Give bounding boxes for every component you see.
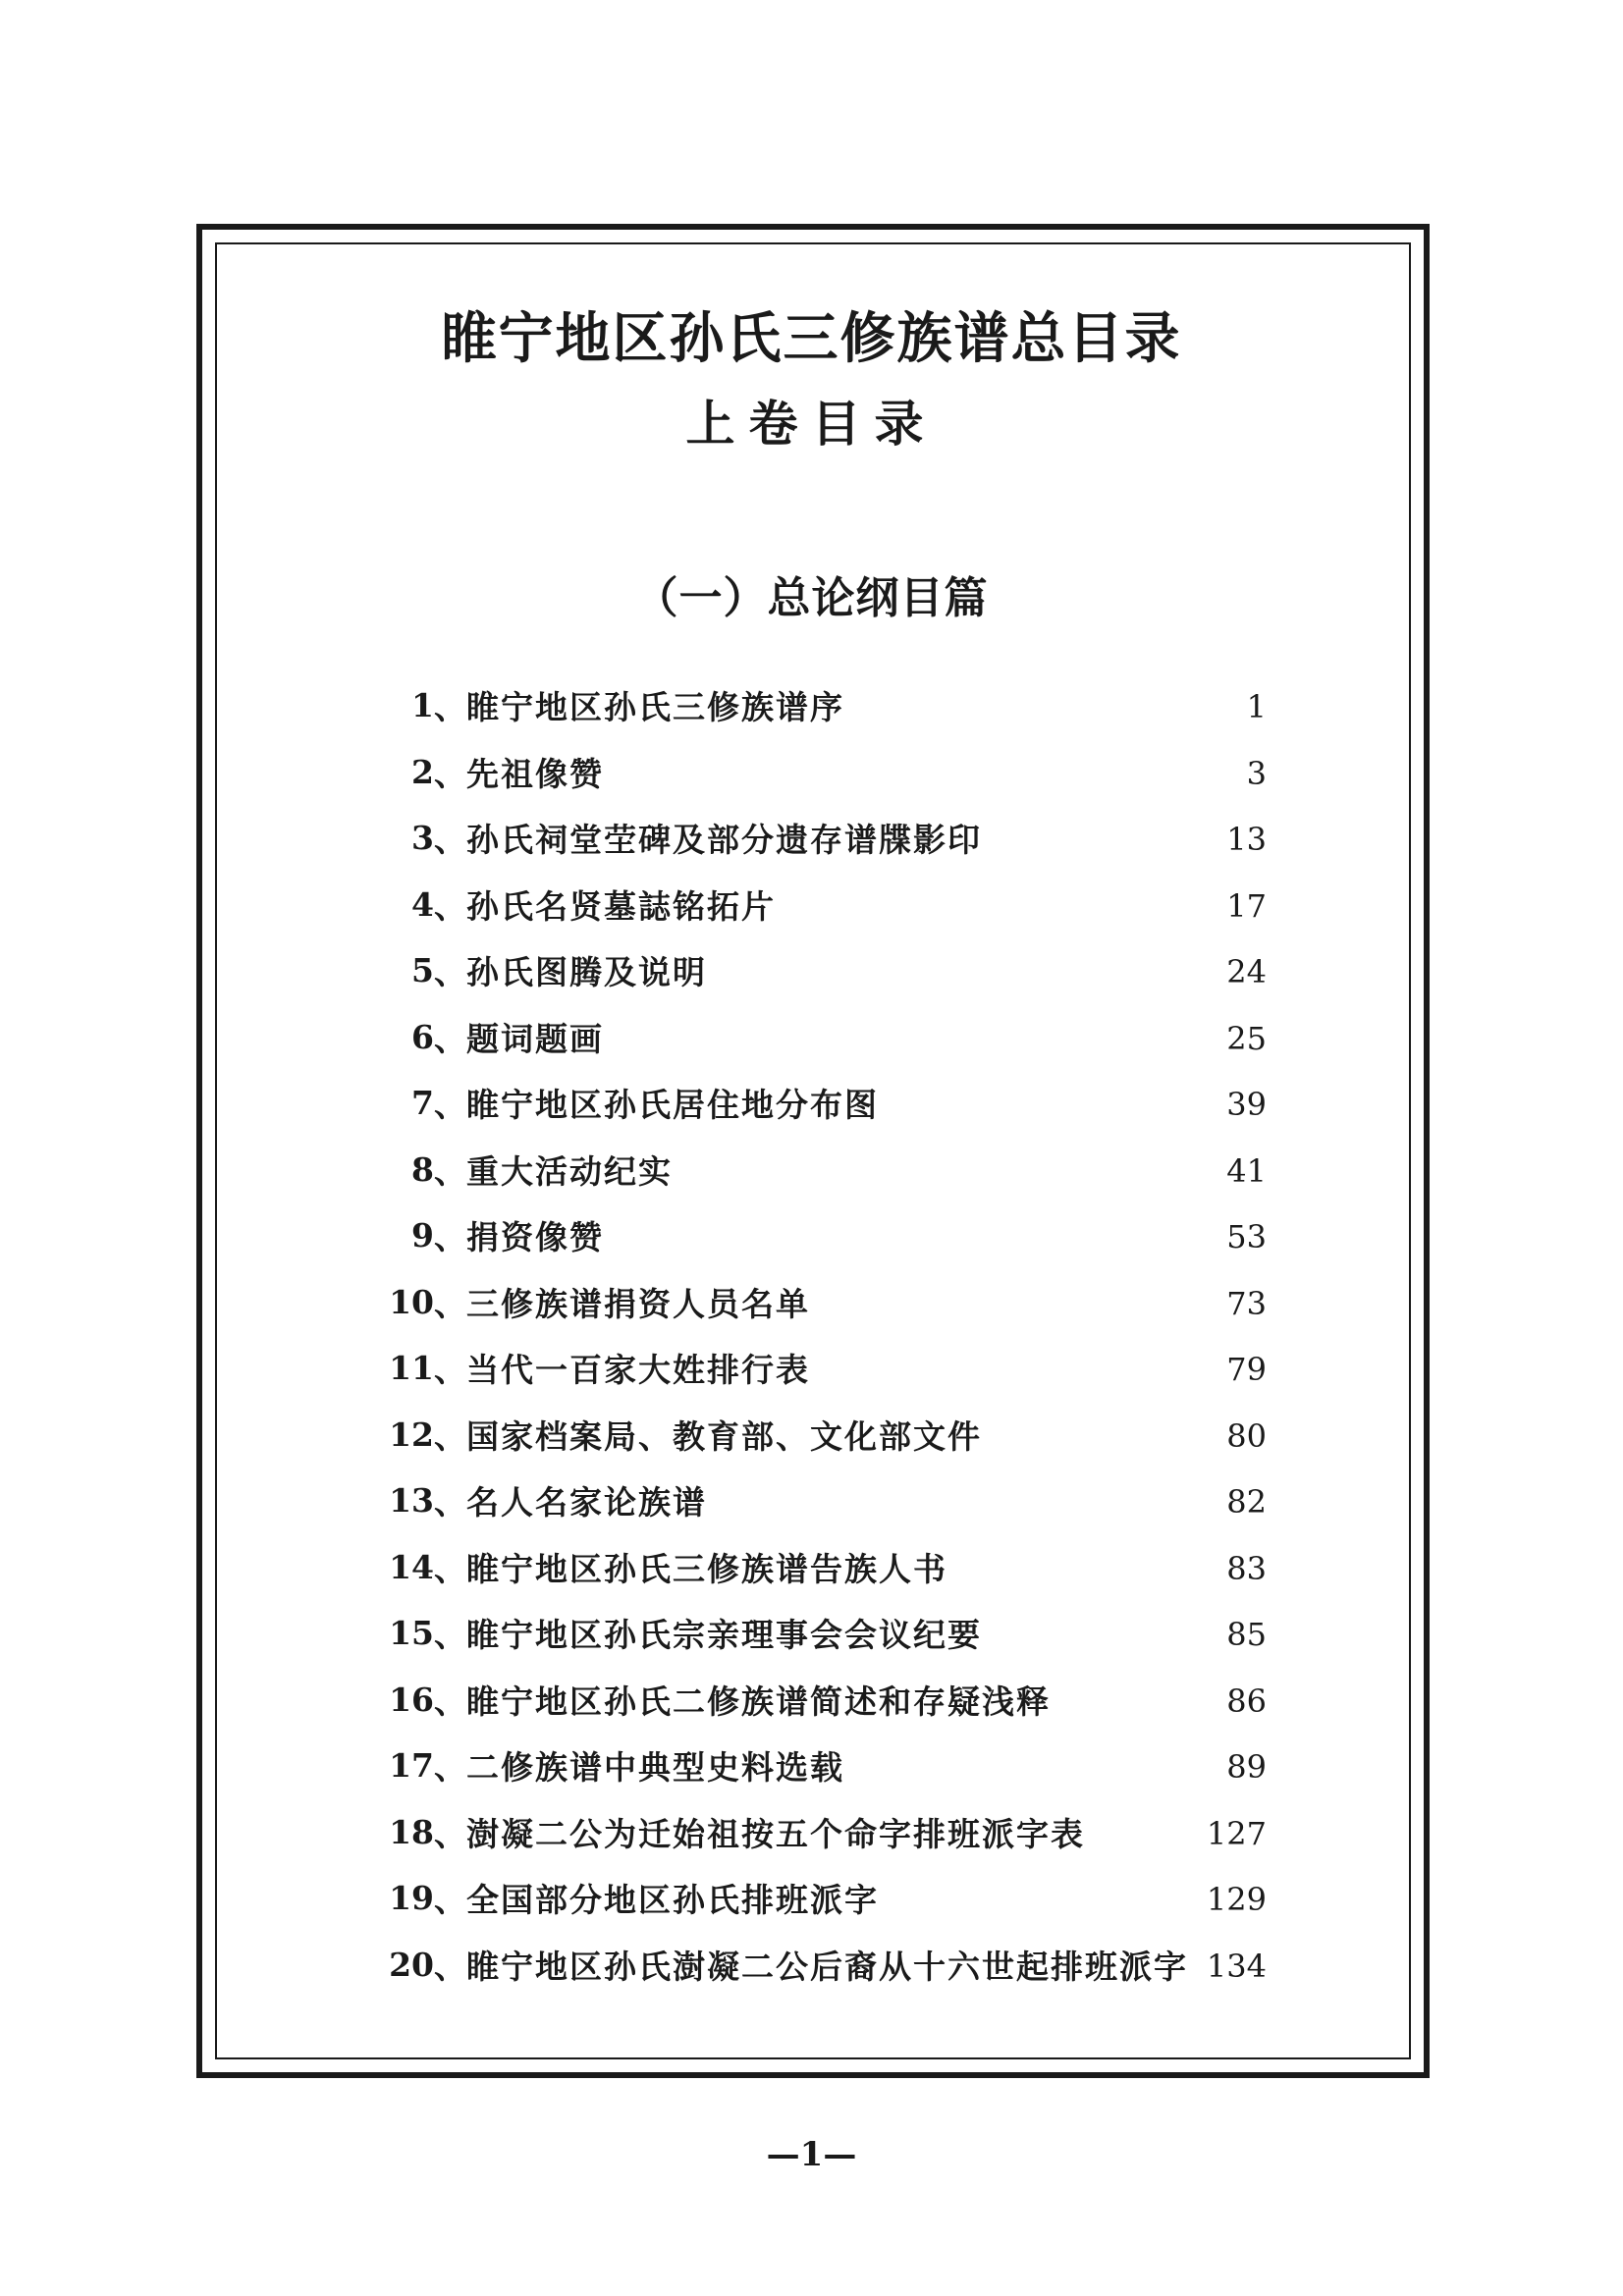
toc-entry-separator: 、 (434, 1351, 466, 1390)
toc-entry-separator: 、 (434, 1218, 466, 1257)
toc-entry-separator: 、 (434, 1881, 466, 1920)
toc-entry-page: 80 (1226, 1416, 1267, 1455)
toc-entry-number: 15 (389, 1614, 434, 1653)
toc-entry-separator: 、 (434, 1748, 466, 1788)
toc-entry (353, 1004, 1267, 1071)
toc-entry-page: 17 (1226, 886, 1267, 925)
toc-entry-title: 二修族谱中典型史料选载 (466, 1748, 844, 1788)
toc-entry-number: 18 (389, 1812, 434, 1851)
toc-entry-number: 3 (411, 819, 434, 858)
toc-entry (353, 1667, 1267, 1734)
table-of-contents (353, 672, 1267, 1998)
toc-entry-separator: 、 (434, 688, 466, 727)
toc-entry-number: 8 (411, 1149, 434, 1189)
toc-entry-title: 国家档案局、教育部、文化部文件 (466, 1416, 982, 1456)
toc-entry-title: 捐资像赞 (466, 1218, 604, 1257)
toc-entry-number: 9 (411, 1216, 434, 1255)
toc-entry-title: 睢宁地区孙氏居住地分布图 (466, 1086, 879, 1125)
toc-entry-page: 127 (1206, 1814, 1267, 1852)
toc-entry-page: 79 (1226, 1351, 1267, 1388)
toc-entry-number: 19 (389, 1879, 434, 1918)
toc-entry-separator: 、 (434, 754, 466, 793)
toc-entry-separator: 、 (434, 886, 466, 926)
volume-subtitle: 上卷目录 (685, 395, 938, 453)
toc-entry-page: 3 (1246, 754, 1267, 792)
toc-entry-number: 6 (411, 1017, 434, 1056)
toc-entry-number: 11 (389, 1349, 434, 1388)
toc-entry-page: 83 (1226, 1549, 1267, 1587)
toc-entry-title: 睢宁地区孙氏宗亲理事会会议纪要 (466, 1616, 982, 1655)
toc-entry (353, 672, 1267, 739)
toc-entry (353, 1600, 1267, 1667)
toc-entry-title: 名人名家论族谱 (466, 1483, 707, 1522)
toc-entry (353, 1137, 1267, 1203)
toc-entry-page: 53 (1226, 1218, 1267, 1255)
toc-entry-number: 1 (411, 686, 434, 725)
toc-entry-page: 73 (1226, 1284, 1267, 1322)
toc-entry-page: 1 (1246, 688, 1267, 725)
toc-entry-page: 134 (1206, 1947, 1267, 1985)
toc-entry-title: 澍凝二公为迁始祖按五个命字排班派字表 (466, 1814, 1085, 1853)
toc-entry (353, 1335, 1267, 1402)
toc-entry-number: 10 (389, 1282, 434, 1321)
toc-entry-separator: 、 (434, 1616, 466, 1655)
toc-entry-number: 12 (389, 1415, 434, 1454)
toc-entry-separator: 、 (434, 1284, 466, 1323)
toc-entry (353, 1932, 1267, 1999)
toc-entry-page: 86 (1226, 1682, 1267, 1720)
toc-entry-title: 睢宁地区孙氏三修族谱序 (466, 688, 844, 727)
toc-entry-separator: 、 (434, 821, 466, 860)
toc-entry-separator: 、 (434, 1019, 466, 1058)
toc-entry (353, 1733, 1267, 1799)
toc-entry-separator: 、 (434, 1947, 466, 1986)
toc-entry-separator: 、 (434, 1151, 466, 1191)
toc-entry (353, 1202, 1267, 1269)
toc-entry-number: 4 (411, 884, 434, 924)
page-number: —1— (766, 2135, 857, 2174)
toc-entry-separator: 、 (434, 1682, 466, 1721)
toc-entry-page: 129 (1206, 1881, 1267, 1918)
toc-entry-number: 13 (389, 1481, 434, 1521)
toc-entry-separator: 、 (434, 953, 466, 992)
toc-entry-title: 睢宁地区孙氏澍凝二公后裔从十六世起排班派字 (466, 1947, 1188, 1986)
toc-entry-title: 先祖像赞 (466, 754, 604, 793)
toc-entry (353, 1269, 1267, 1336)
toc-entry (353, 739, 1267, 806)
toc-entry-title: 全国部分地区孙氏排班派字 (466, 1881, 879, 1920)
toc-entry (353, 805, 1267, 872)
toc-entry-title: 睢宁地区孙氏三修族谱告族人书 (466, 1549, 947, 1588)
toc-entry-number: 14 (389, 1547, 434, 1586)
toc-entry-title: 三修族谱捐资人员名单 (466, 1284, 810, 1323)
toc-entry-title: 孙氏祠堂茔碑及部分遗存谱牒影印 (466, 821, 982, 860)
toc-entry (353, 1070, 1267, 1137)
toc-entry-title: 题词题画 (466, 1019, 604, 1058)
toc-entry-number: 7 (411, 1084, 434, 1123)
toc-entry (353, 1468, 1267, 1534)
toc-entry-separator: 、 (434, 1483, 466, 1522)
toc-entry-page: 85 (1226, 1616, 1267, 1653)
toc-entry-page: 24 (1226, 953, 1267, 990)
toc-entry-title: 孙氏图腾及说明 (466, 953, 707, 992)
toc-entry-separator: 、 (434, 1416, 466, 1456)
toc-entry-number: 5 (411, 951, 434, 990)
toc-entry-page: 41 (1226, 1151, 1267, 1190)
toc-entry (353, 1402, 1267, 1468)
toc-entry (353, 1799, 1267, 1866)
toc-entry (353, 1865, 1267, 1932)
toc-entry-page: 89 (1226, 1748, 1267, 1786)
toc-entry-number: 17 (389, 1746, 434, 1786)
toc-entry-number: 16 (389, 1680, 434, 1719)
toc-entry-title: 当代一百家大姓排行表 (466, 1351, 810, 1390)
toc-entry-page: 13 (1226, 821, 1267, 858)
toc-entry-page: 39 (1226, 1086, 1267, 1123)
toc-entry-title: 睢宁地区孙氏二修族谱简述和存疑浅释 (466, 1682, 1051, 1721)
toc-entry-page: 82 (1226, 1483, 1267, 1521)
page-title: 睢宁地区孙氏三修族谱总目录 (441, 306, 1182, 371)
toc-entry-number: 2 (411, 752, 434, 791)
toc-entry-title: 孙氏名贤墓誌铭拓片 (466, 886, 776, 926)
toc-entry-title: 重大活动纪实 (466, 1151, 673, 1191)
toc-entry-separator: 、 (434, 1814, 466, 1853)
toc-entry-page: 25 (1226, 1019, 1267, 1057)
toc-entry-separator: 、 (434, 1549, 466, 1588)
toc-entry (353, 937, 1267, 1004)
toc-entry-separator: 、 (434, 1086, 466, 1125)
toc-entry (353, 872, 1267, 938)
toc-entry-number: 20 (389, 1945, 434, 1984)
section-heading: （一）总论纲目篇 (634, 573, 989, 623)
toc-entry (353, 1534, 1267, 1601)
